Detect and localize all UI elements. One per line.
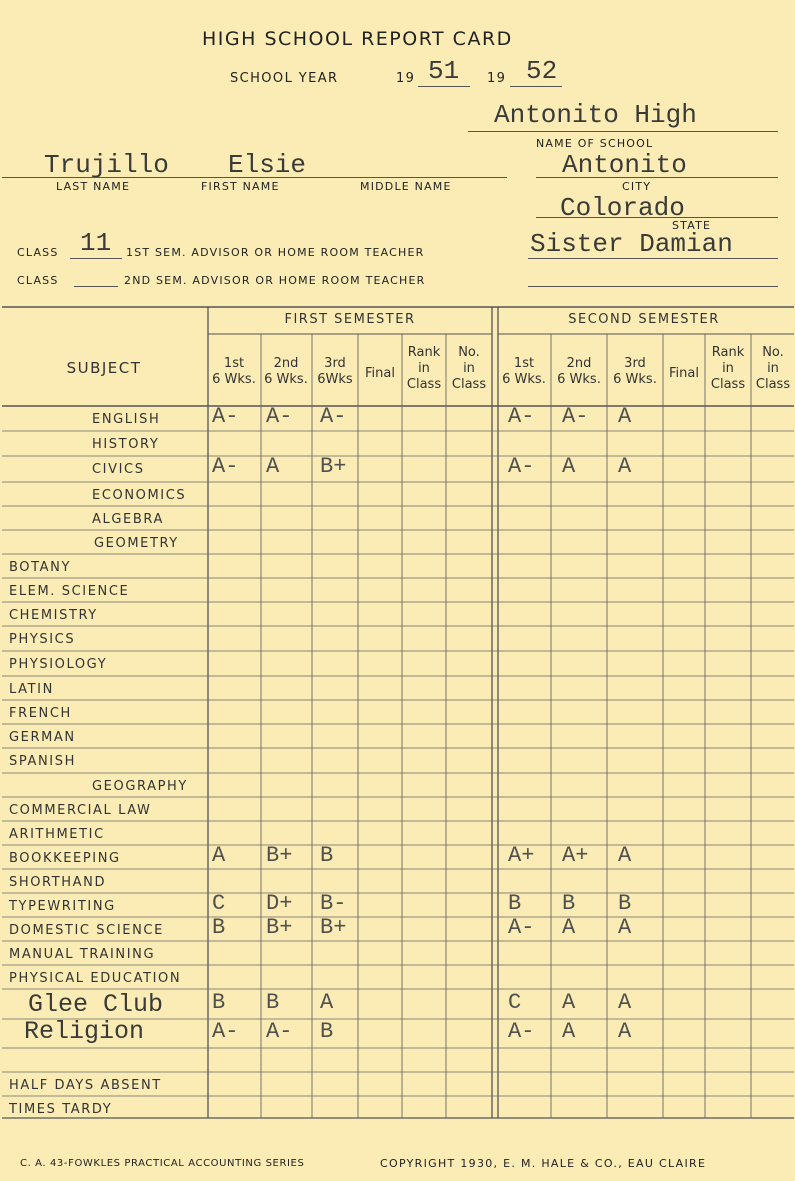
grade-mark: C bbox=[508, 990, 522, 1015]
grade-mark: A bbox=[562, 915, 576, 940]
card-title: HIGH SCHOOL REPORT CARD bbox=[202, 28, 513, 50]
col-header-10: Rank in Class bbox=[710, 345, 746, 392]
extra-subject-label: Religion bbox=[24, 1017, 145, 1046]
col-header-6: 1st 6 Wks. bbox=[502, 356, 546, 387]
grade-mark: A bbox=[618, 843, 632, 868]
subject-row-label: PHYSICS bbox=[9, 632, 76, 647]
subject-row-label: CIVICS bbox=[92, 462, 145, 477]
col-header-4: Rank in Class bbox=[406, 345, 442, 392]
year-prefix-1: 19 bbox=[396, 71, 416, 86]
grade-mark: A- bbox=[212, 404, 239, 429]
subject-row-label: MANUAL TRAINING bbox=[9, 947, 156, 962]
grade-mark: A- bbox=[562, 404, 589, 429]
subject-row-label: CHEMISTRY bbox=[9, 608, 98, 623]
school-name: Antonito High bbox=[494, 100, 697, 130]
grade-mark: A- bbox=[508, 454, 535, 479]
subject-row-label: SHORTHAND bbox=[9, 875, 107, 890]
grade-mark: B bbox=[212, 990, 226, 1015]
class-value: 11 bbox=[80, 228, 112, 258]
grade-mark: A bbox=[618, 404, 632, 429]
subject-header: SUBJECT bbox=[66, 359, 142, 377]
subject-row-label: PHYSICAL EDUCATION bbox=[9, 971, 182, 986]
col-header-11: No. in Class bbox=[755, 345, 791, 392]
grade-mark: B bbox=[320, 843, 334, 868]
subject-row-label: COMMERCIAL LAW bbox=[9, 803, 152, 818]
grade-mark: A- bbox=[508, 1019, 535, 1044]
subject-row-label: LATIN bbox=[9, 682, 54, 697]
first-name: Elsie bbox=[228, 150, 307, 180]
grade-mark: A bbox=[212, 843, 226, 868]
grade-mark: B- bbox=[320, 891, 347, 916]
subject-row-label: SPANISH bbox=[9, 754, 76, 769]
grade-mark: B bbox=[562, 891, 576, 916]
subject-row-label: ELEM. SCIENCE bbox=[9, 584, 130, 599]
grade-mark: A+ bbox=[508, 843, 535, 868]
grade-mark: B+ bbox=[266, 843, 293, 868]
grade-mark: A bbox=[618, 915, 632, 940]
col-header-7: 2nd 6 Wks. bbox=[557, 356, 601, 387]
school-year-label: SCHOOL YEAR bbox=[230, 71, 339, 86]
grade-mark: A- bbox=[320, 404, 347, 429]
subject-row-label: FRENCH bbox=[9, 706, 72, 721]
grade-mark: A- bbox=[508, 404, 535, 429]
grade-mark: A bbox=[266, 454, 280, 479]
col-header-0: 1st 6 Wks. bbox=[212, 356, 256, 387]
sem2-advisor-label: 2ND SEM. ADVISOR OR HOME ROOM TEACHER bbox=[124, 274, 426, 287]
footer-row-label: HALF DAYS ABSENT bbox=[9, 1078, 162, 1093]
grade-mark: B bbox=[618, 891, 632, 916]
subject-row-label: HISTORY bbox=[92, 437, 160, 452]
subject-row-label: PHYSIOLOGY bbox=[9, 657, 108, 672]
subject-row-label: GERMAN bbox=[9, 730, 76, 745]
grade-mark: A- bbox=[508, 915, 535, 940]
grade-mark: B bbox=[266, 990, 280, 1015]
middle-name-label: MIDDLE NAME bbox=[360, 180, 452, 193]
year-1: 51 bbox=[428, 56, 460, 86]
grade-mark: A bbox=[618, 454, 632, 479]
subject-row-label: BOOKKEEPING bbox=[9, 851, 121, 866]
second-semester-header: SECOND SEMESTER bbox=[568, 312, 720, 327]
state-label: STATE bbox=[672, 219, 712, 232]
grade-mark: A- bbox=[212, 454, 239, 479]
grade-mark: A bbox=[618, 990, 632, 1015]
first-semester-header: FIRST SEMESTER bbox=[284, 312, 416, 327]
subject-row-label: DOMESTIC SCIENCE bbox=[9, 923, 164, 938]
grade-mark: A bbox=[562, 990, 576, 1015]
footer-row-label: TIMES TARDY bbox=[9, 1102, 113, 1117]
grade-mark: A- bbox=[212, 1019, 239, 1044]
grade-mark: B bbox=[320, 1019, 334, 1044]
col-header-8: 3rd 6 Wks. bbox=[613, 356, 657, 387]
subject-row-label: BOTANY bbox=[9, 560, 72, 575]
subject-row-label: ARITHMETIC bbox=[9, 827, 105, 842]
year-prefix-2: 19 bbox=[487, 71, 507, 86]
grade-mark: B bbox=[212, 915, 226, 940]
first-name-label: FIRST NAME bbox=[201, 180, 280, 193]
grade-mark: B+ bbox=[320, 454, 347, 479]
year-2: 52 bbox=[526, 56, 558, 86]
subject-row-label: ALGEBRA bbox=[92, 512, 164, 527]
subject-row-label: GEOMETRY bbox=[94, 536, 179, 551]
last-name: Trujillo bbox=[44, 150, 169, 180]
grade-mark: B+ bbox=[266, 915, 293, 940]
grade-mark: A bbox=[618, 1019, 632, 1044]
last-name-label: LAST NAME bbox=[56, 180, 131, 193]
grade-mark: A+ bbox=[562, 843, 589, 868]
class-label-2: CLASS bbox=[17, 274, 59, 287]
copyright-note: COPYRIGHT 1930, E. M. HALE & CO., EAU CLAIRE bbox=[380, 1157, 707, 1170]
extra-subject-label: Glee Club bbox=[28, 990, 164, 1019]
state: Colorado bbox=[560, 193, 685, 223]
col-header-1: 2nd 6 Wks. bbox=[264, 356, 308, 387]
subject-row-label: TYPEWRITING bbox=[9, 899, 116, 914]
col-header-2: 3rd 6Wks bbox=[317, 356, 353, 387]
subject-row-label: ECONOMICS bbox=[92, 488, 187, 503]
city-label: CITY bbox=[622, 180, 652, 193]
grade-mark: A bbox=[562, 1019, 576, 1044]
subject-row-label: GEOGRAPHY bbox=[92, 779, 188, 794]
city: Antonito bbox=[562, 150, 687, 180]
grade-mark: A bbox=[320, 990, 334, 1015]
grade-mark: B bbox=[508, 891, 522, 916]
advisor-name: Sister Damian bbox=[530, 229, 733, 259]
col-header-9: Final bbox=[669, 366, 699, 381]
grade-mark: C bbox=[212, 891, 226, 916]
grade-mark: A bbox=[562, 454, 576, 479]
subject-row-label: ENGLISH bbox=[92, 412, 161, 427]
grade-mark: A- bbox=[266, 1019, 293, 1044]
col-header-5: No. in Class bbox=[451, 345, 487, 392]
series-note: C. A. 43-FOWKLES PRACTICAL ACCOUNTING SERIES bbox=[20, 1158, 305, 1169]
grade-mark: B+ bbox=[320, 915, 347, 940]
class-label: CLASS bbox=[17, 246, 59, 259]
sem1-advisor-label: 1ST SEM. ADVISOR OR HOME ROOM TEACHER bbox=[126, 246, 425, 259]
school-name-label: NAME OF SCHOOL bbox=[536, 137, 654, 150]
col-header-3: Final bbox=[365, 366, 395, 381]
grade-mark: A- bbox=[266, 404, 293, 429]
grade-mark: D+ bbox=[266, 891, 293, 916]
